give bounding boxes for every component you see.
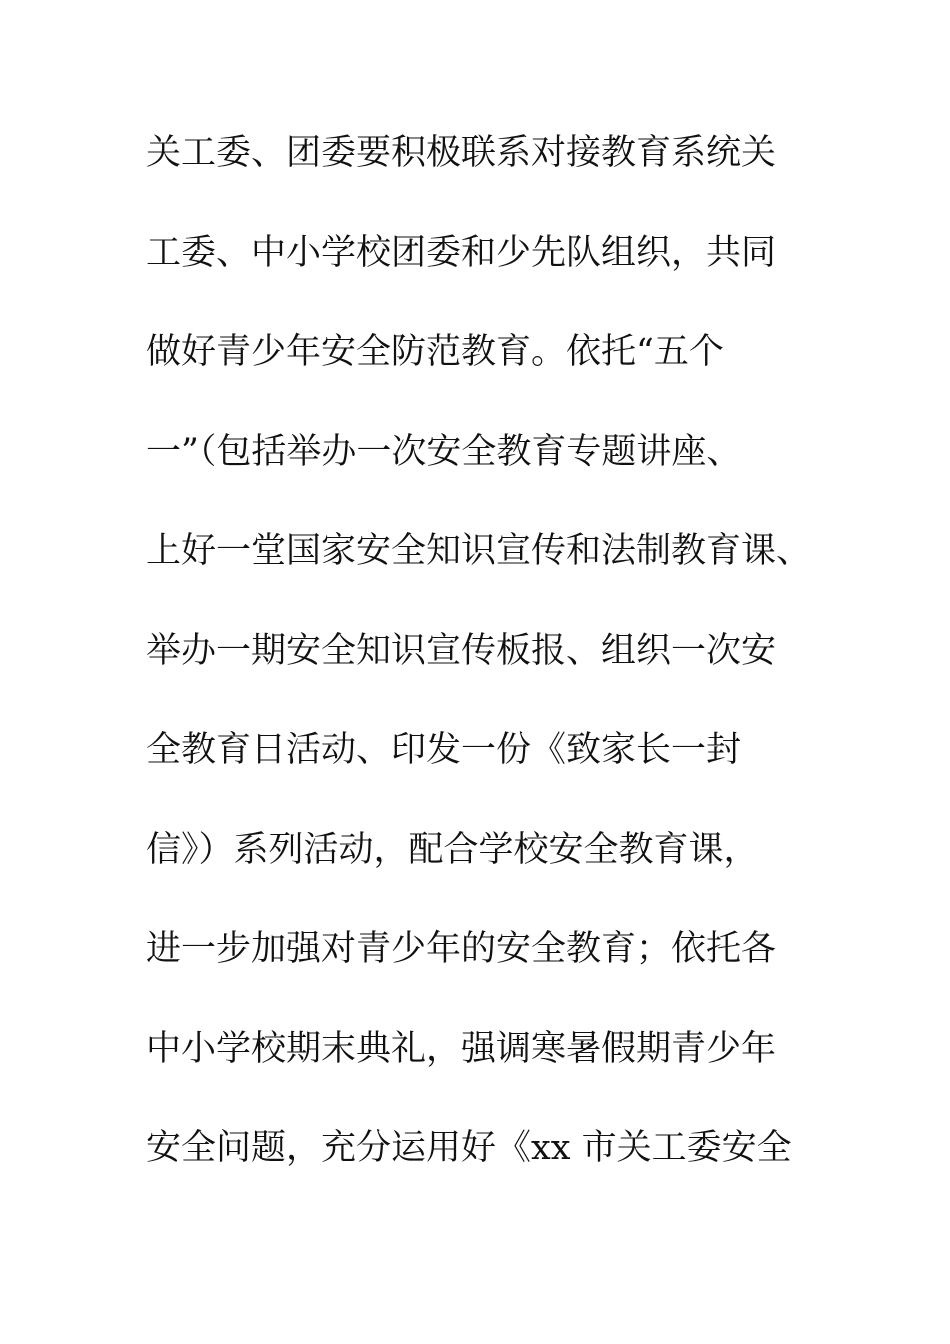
- text-line: 安全问题，充分运用好《xx 市关工委安全: [146, 1128, 792, 1168]
- text-line: 中小学校期末典礼，强调寒暑假期青少年: [146, 1028, 777, 1069]
- text-line: 进一步加强对青少年的安全教育；依托各: [146, 929, 777, 969]
- text-line: 全教育日活动、印发一份《致家长一封: [146, 730, 742, 770]
- text-line: 上好一堂国家安全知识宣传和法制教育课、: [146, 531, 812, 571]
- text-line: 一”（包括举办一次安全教育专题讲座、: [146, 431, 742, 472]
- text-line: 信》）系列活动，配合学校安全教育课，: [146, 829, 759, 870]
- text-line: 工委、中小学校团委和少先队组织，共同: [146, 232, 777, 273]
- text-line: 做好青少年安全防范教育。依托“五个: [146, 332, 724, 372]
- text-line: 关工委、团委要积极联系对接教育系统关: [146, 133, 777, 173]
- body-text: [146, 122, 846, 1217]
- text-line: 举办一期安全知识宣传板报、组织一次安: [146, 630, 777, 671]
